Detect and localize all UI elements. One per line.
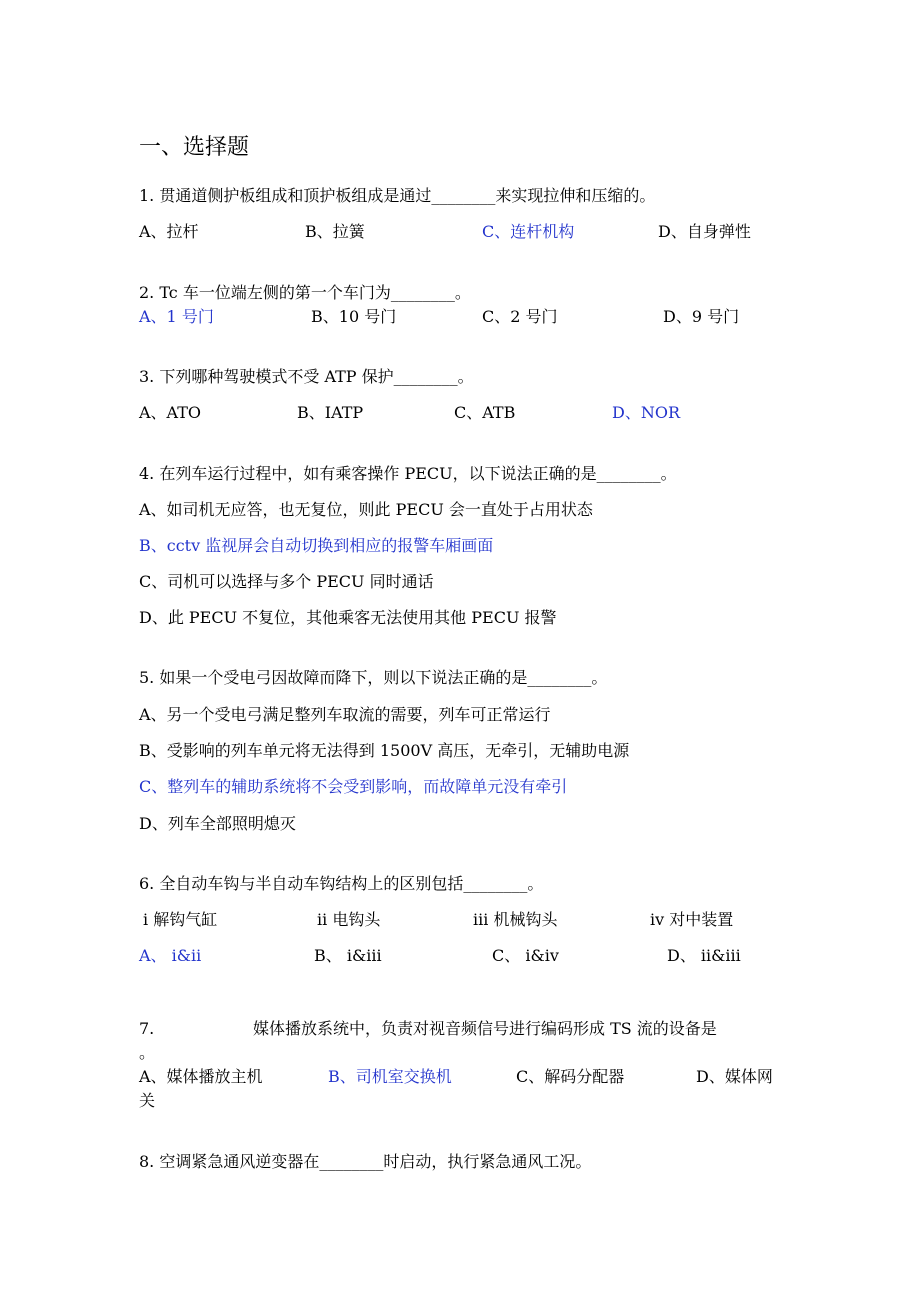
q3-option-d-correct: D、NOR — [612, 403, 680, 422]
question-7-number: 7. — [139, 1019, 155, 1038]
q7-option-a: A、媒体播放主机 — [139, 1067, 263, 1086]
q6-item-i: ⅰ 解钩气缸 — [143, 910, 218, 929]
q6-item-ii: ⅱ 电钩头 — [317, 910, 381, 929]
section-title: 一、选择题 — [139, 135, 250, 160]
question-1-stem: 1. 贯通道侧护板组成和顶护板组成是通过________来实现拉伸和压缩的。 — [139, 186, 656, 205]
q3-option-b: B、IATP — [297, 403, 364, 422]
q4-option-b-correct: B、cctv 监视屏会自动切换到相应的报警车厢画面 — [139, 536, 494, 555]
q1-option-a: A、拉杆 — [139, 222, 199, 241]
q6-option-b: B、 ⅰ&ⅲ — [314, 946, 382, 965]
q2-option-c: C、2 号门 — [482, 307, 558, 326]
q5-option-d: D、列车全部照明熄灭 — [139, 814, 296, 833]
q1-option-d: D、自身弹性 — [658, 222, 751, 241]
q7-option-d: D、媒体网 — [696, 1067, 773, 1086]
question-3-stem: 3. 下列哪种驾驶模式不受 ATP 保护________。 — [139, 367, 474, 386]
q4-option-a: A、如司机无应答，也无复位，则此 PECU 会一直处于占用状态 — [139, 500, 593, 519]
q7-option-d-wrap: 关 — [139, 1091, 156, 1110]
q6-item-iii: ⅲ 机械钩头 — [473, 910, 558, 929]
question-5-stem: 5. 如果一个受电弓因故障而降下，则以下说法正确的是________。 — [139, 668, 608, 687]
question-4-stem: 4. 在列车运行过程中，如有乘客操作 PECU，以下说法正确的是________。 — [139, 464, 677, 483]
question-7-stem-end: 。 — [139, 1043, 156, 1062]
q5-option-b: B、受影响的列车单元将无法得到 1500V 高压，无牵引，无辅助电源 — [139, 741, 630, 760]
q7-option-b-correct: B、司机室交换机 — [328, 1067, 452, 1086]
q6-option-d: D、 ⅱ&ⅲ — [667, 946, 741, 965]
q3-option-c: C、ATB — [454, 403, 516, 422]
q5-option-a: A、另一个受电弓满足整列车取流的需要，列车可正常运行 — [139, 705, 551, 724]
q7-option-c: C、解码分配器 — [516, 1067, 625, 1086]
q1-option-b: B、拉簧 — [305, 222, 365, 241]
q1-option-c-correct: C、连杆机构 — [482, 222, 575, 241]
q4-option-c: C、司机可以选择与多个 PECU 同时通话 — [139, 572, 434, 591]
q6-option-c: C、 ⅰ&ⅳ — [492, 946, 559, 965]
q2-option-a-correct: A、1 号门 — [139, 307, 214, 326]
q3-option-a: A、ATO — [139, 403, 202, 422]
q6-option-a-correct: A、 ⅰ&ⅱ — [139, 946, 202, 965]
question-8-stem: 8. 空调紧急通风逆变器在________时启动，执行紧急通风工况。 — [139, 1152, 592, 1171]
q6-item-iv: ⅳ 对中装置 — [650, 910, 734, 929]
q5-option-c-correct: C、整列车的辅助系统将不会受到影响，而故障单元没有牵引 — [139, 777, 568, 796]
q2-option-b: B、10 号门 — [311, 307, 397, 326]
question-7-stem: 媒体播放系统中，负责对视音频信号进行编码形成 TS 流的设备是 — [253, 1019, 717, 1038]
q4-option-d: D、此 PECU 不复位，其他乘客无法使用其他 PECU 报警 — [139, 608, 557, 627]
question-2-stem: 2. Tc 车一位端左侧的第一个车门为________。 — [139, 283, 471, 302]
question-6-stem: 6. 全自动车钩与半自动车钩结构上的区别包括________。 — [139, 874, 544, 893]
q2-option-d: D、9 号门 — [663, 307, 740, 326]
